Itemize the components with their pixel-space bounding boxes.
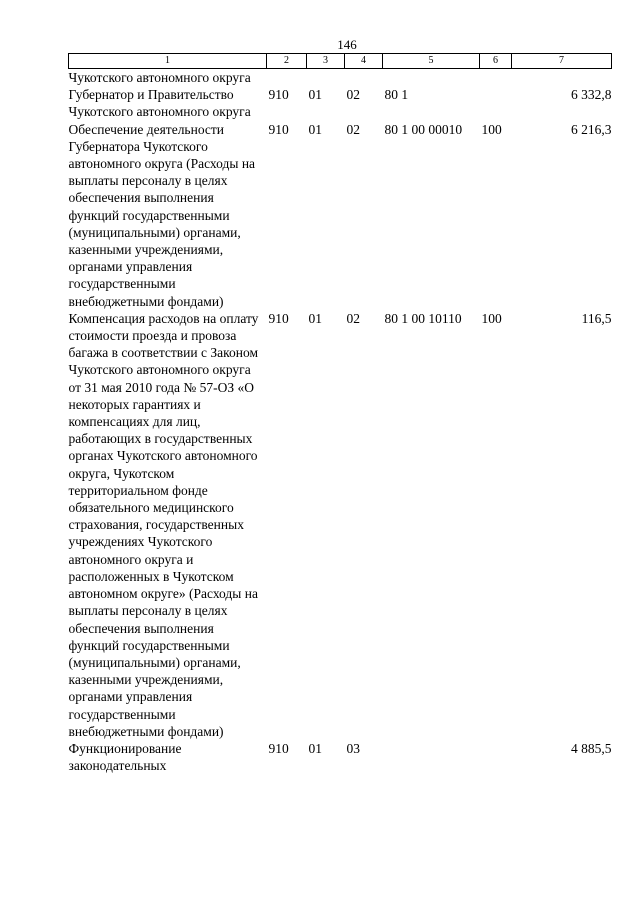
table-row	[69, 69, 612, 87]
row-name: Чукотского автономного округа	[68, 70, 251, 85]
row-type-code: 100	[481, 310, 502, 326]
column-header: 1	[69, 54, 267, 69]
row-subsection-code: 02	[346, 121, 360, 137]
row-type-code: 100	[481, 121, 502, 137]
row-type-code	[480, 69, 512, 87]
row-name: Функционирование законодательных	[68, 740, 182, 774]
row-gov-code	[267, 69, 307, 87]
column-header: 2	[267, 54, 307, 69]
row-type-code	[480, 740, 512, 774]
row-name: Обеспечение деятельности Губернатора Чукотского автономного округа (Расходы на выплаты персоналу в целях обеспечения выполнения функций государственными (муниципальными) органами, казенными учреждениями, органами управления государственными внебюджетными фондами)	[68, 121, 256, 309]
column-header: 4	[345, 54, 383, 69]
row-section-code: 01	[308, 87, 322, 103]
row-subsection-code: 03	[346, 740, 360, 756]
table-row	[69, 121, 612, 310]
table-row	[69, 86, 612, 120]
page-number: 146	[337, 37, 357, 52]
row-type-code	[480, 86, 512, 120]
column-header: 7	[512, 54, 612, 69]
table-row	[69, 740, 612, 774]
column-header: 3	[307, 54, 345, 69]
row-target-code: 80 1	[384, 87, 409, 103]
row-subsection-code	[345, 69, 383, 87]
row-amount: 6 332,8	[571, 87, 612, 103]
row-name: Губернатор и Правительство Чукотского автономного округа	[68, 87, 251, 120]
row-section-code	[307, 69, 345, 87]
row-gov-code: 910	[268, 310, 289, 326]
column-header: 6	[480, 54, 512, 69]
budget-table	[68, 53, 612, 774]
row-section-code: 01	[308, 740, 322, 756]
row-section-code: 01	[308, 310, 322, 326]
row-target-code: 80 1 00 00010	[384, 121, 463, 137]
row-target-code	[383, 740, 480, 774]
row-section-code: 01	[308, 121, 322, 137]
row-name: Компенсация расходов на оплату стоимости проезда и провоза багажа в соответствии с Законом Чукотского автономного округа от 31 мая 2010 года № 57-ОЗ «О некоторых гарантиях и компенсациях для лиц, работающих в государственных органах Чукотского автономного округа, Чукотском территориальном фонде обязательного медицинского страхования, государственных учреждениях Чукотского автономного округа и расположенных в Чукотском автономном округе» (Расходы на выплаты персоналу в целях обеспечения выполнения функций государственными (муниципальными) органами, казенными учреждениями, органами управления государственными внебюджетными фондами)	[68, 310, 259, 739]
row-amount: 116,5	[581, 310, 612, 326]
row-subsection-code: 02	[346, 310, 360, 326]
row-gov-code: 910	[268, 740, 289, 756]
row-gov-code: 910	[268, 87, 289, 103]
row-target-code: 80 1 00 10110	[384, 310, 462, 326]
row-amount	[512, 69, 612, 87]
row-amount: 4 885,5	[571, 740, 612, 756]
column-header: 5	[383, 54, 480, 69]
table-header-row	[69, 54, 612, 69]
row-subsection-code: 02	[346, 87, 360, 103]
row-target-code	[383, 69, 480, 87]
row-amount: 6 216,3	[571, 121, 612, 137]
table-row	[69, 310, 612, 740]
row-gov-code: 910	[268, 121, 289, 137]
